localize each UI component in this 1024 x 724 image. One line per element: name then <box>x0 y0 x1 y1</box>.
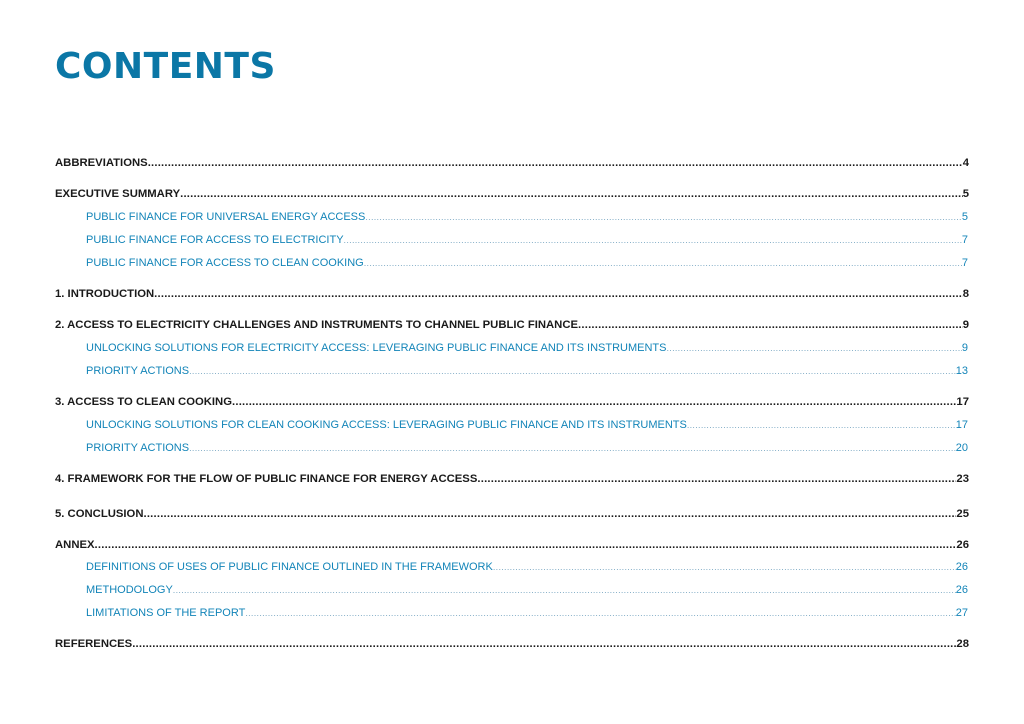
toc-entry-label: 5. CONCLUSION <box>55 508 144 520</box>
dot-leader <box>189 363 956 379</box>
dot-leader <box>578 317 963 333</box>
toc-entry-label: UNLOCKING SOLUTIONS FOR ELECTRICITY ACCESS: LEVERAGING PUBLIC FINANCE AND ITS INSTRUMENTS <box>86 342 667 354</box>
dot-leader <box>148 155 963 171</box>
dot-leader <box>232 394 956 410</box>
dot-leader <box>365 209 962 225</box>
toc-entry-clean-cooking[interactable] <box>55 394 969 410</box>
toc-page-number: 26 <box>955 584 968 596</box>
toc-entry-conclusion[interactable] <box>55 506 969 522</box>
toc-entry-label: EXECUTIVE SUMMARY <box>55 188 181 200</box>
toc-page-number: 26 <box>956 539 969 551</box>
dot-leader <box>477 471 956 487</box>
dot-leader <box>344 232 962 248</box>
dot-leader <box>144 506 957 522</box>
dot-leader <box>189 440 956 456</box>
dot-leader <box>132 636 956 652</box>
toc-page-number: 27 <box>955 607 968 619</box>
dot-leader <box>687 417 956 433</box>
dot-leader <box>364 255 962 271</box>
toc-page-number: 17 <box>955 419 968 431</box>
toc-entry-label: 3. ACCESS TO CLEAN COOKING <box>55 396 233 408</box>
toc-entry-electricity-challenges[interactable] <box>55 317 969 333</box>
toc-page-number: 13 <box>955 365 968 377</box>
toc-entry-label: PUBLIC FINANCE FOR ACCESS TO ELECTRICITY <box>86 234 344 246</box>
toc-entry-label: PUBLIC FINANCE FOR UNIVERSAL ENERGY ACCESS <box>86 211 366 223</box>
toc-subentry-access-to-electricity[interactable] <box>86 232 968 248</box>
toc-entry-label: DEFINITIONS OF USES OF PUBLIC FINANCE OUTLINED IN THE FRAMEWORK <box>86 561 493 573</box>
toc-page-number: 26 <box>955 561 968 573</box>
toc-page-number: 9 <box>961 342 968 354</box>
dot-leader <box>666 340 961 356</box>
toc-subentry-access-to-clean-cooking[interactable] <box>86 255 968 271</box>
toc-page-number: 8 <box>962 288 969 300</box>
dot-leader <box>493 559 956 575</box>
toc-page-number: 5 <box>961 211 968 223</box>
toc-subentry-electricity-solutions[interactable] <box>86 340 968 356</box>
toc-page-number: 5 <box>962 188 969 200</box>
toc-page-number: 17 <box>956 396 969 408</box>
toc-entry-label: PRIORITY ACTIONS <box>86 442 190 454</box>
toc-entry-label: PUBLIC FINANCE FOR ACCESS TO CLEAN COOKING <box>86 257 364 269</box>
toc-page-number: 7 <box>961 257 968 269</box>
toc-entry-label: METHODOLOGY <box>86 584 173 596</box>
dot-leader <box>95 537 957 553</box>
toc-entry-introduction[interactable] <box>55 286 969 302</box>
page-title: CONTENTS <box>55 46 276 87</box>
toc-entry-label: 2. ACCESS TO ELECTRICITY CHALLENGES AND INSTRUMENTS TO CHANNEL PUBLIC FINANCE <box>55 319 579 331</box>
toc-page-number: 7 <box>961 234 968 246</box>
toc-entry-label: ANNEX <box>55 539 95 551</box>
dot-leader <box>180 186 963 202</box>
toc-subentry-limitations[interactable] <box>86 605 968 621</box>
toc-page-number: 4 <box>962 157 969 169</box>
toc-subentry-clean-cooking-solutions[interactable] <box>86 417 968 433</box>
toc-entry-framework[interactable] <box>55 471 969 487</box>
toc-entry-label: ABBREVIATIONS <box>55 157 148 169</box>
toc-entry-label: 4. FRAMEWORK FOR THE FLOW OF PUBLIC FINANCE FOR ENERGY ACCESS <box>55 473 478 485</box>
toc-entry-label: LIMITATIONS OF THE REPORT <box>86 607 246 619</box>
toc-entry-abbreviations[interactable] <box>55 155 969 171</box>
toc-subentry-methodology[interactable] <box>86 582 968 598</box>
toc-entry-annex[interactable] <box>55 537 969 553</box>
toc-page-number: 25 <box>956 508 969 520</box>
dot-leader <box>245 605 955 621</box>
toc-subentry-priority-actions[interactable] <box>86 363 968 379</box>
toc-page-number: 28 <box>956 638 969 650</box>
toc-entry-references[interactable] <box>55 636 969 652</box>
dot-leader <box>154 286 963 302</box>
toc-subentry-definitions[interactable] <box>86 559 968 575</box>
toc-page-number: 20 <box>955 442 968 454</box>
toc-entry-executive-summary[interactable] <box>55 186 969 202</box>
dot-leader <box>173 582 956 598</box>
toc-subentry-universal-energy-access[interactable] <box>86 209 968 225</box>
toc-subentry-priority-actions[interactable] <box>86 440 968 456</box>
toc-page-number: 23 <box>956 473 969 485</box>
toc-page-number: 9 <box>962 319 969 331</box>
toc-entry-label: PRIORITY ACTIONS <box>86 365 190 377</box>
toc-entry-label: 1. INTRODUCTION <box>55 288 155 300</box>
toc-entry-label: REFERENCES <box>55 638 133 650</box>
toc-entry-label: UNLOCKING SOLUTIONS FOR CLEAN COOKING ACCESS: LEVERAGING PUBLIC FINANCE AND ITS INSTRUMENTS <box>86 419 687 431</box>
